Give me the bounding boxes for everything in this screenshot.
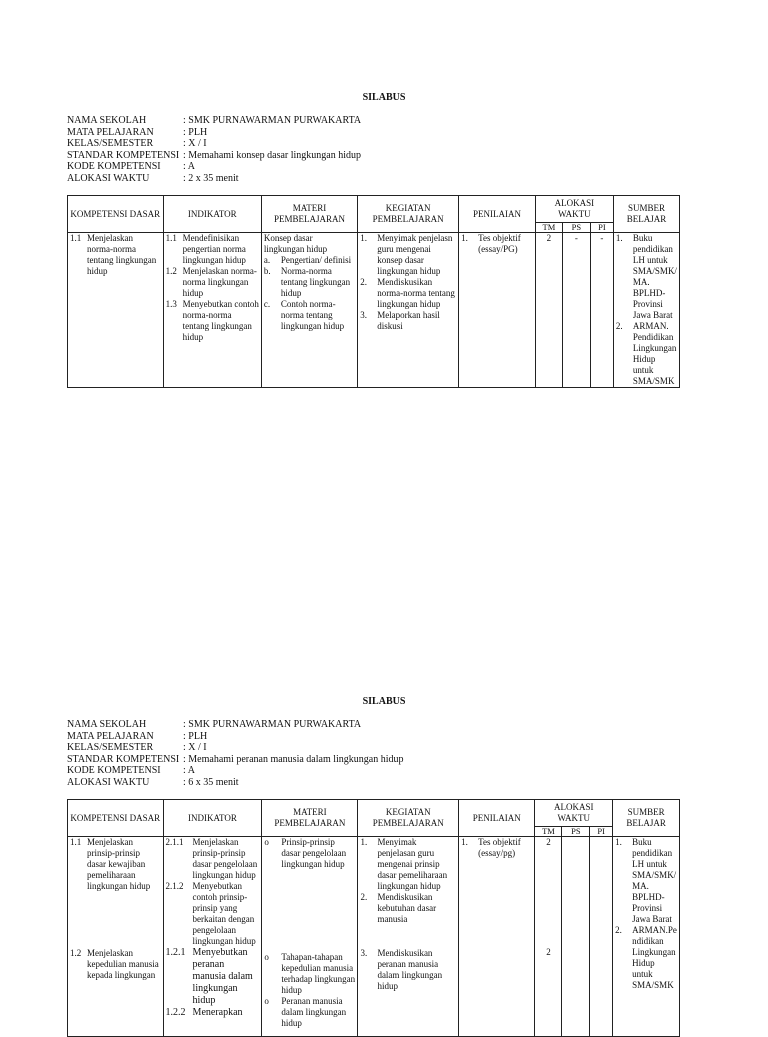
cell-pi: - xyxy=(590,233,613,388)
item-text: Menerapkan xyxy=(192,1007,243,1018)
item-text: Menjelaskan prinsip-prinsip dasar kewajiban pemeliharaan lingkungan hidup xyxy=(87,837,151,891)
cell-kegiatan xyxy=(358,837,459,1037)
item-text: Mendefinisikan pengertian norma lingkungan hidup xyxy=(182,233,246,265)
syllabus-table-2 xyxy=(67,799,680,1037)
header-materi: MATERI PEMBELAJARAN xyxy=(261,196,357,233)
meta-row xyxy=(67,731,404,743)
item-text: Menyimak penjelasan guru mengenai prinsip dasar pemeliharaan lingkungan hidup xyxy=(377,837,448,891)
meta-row xyxy=(67,754,404,766)
cell-kompetensi-dasar xyxy=(68,233,164,388)
header-alokasi-waktu: ALOKASI WAKTU xyxy=(535,800,613,827)
item-text: Menjelaskan norma-norma lingkungan hidup xyxy=(182,266,257,298)
item-text: Contoh norma-norma tentang lingkungan hidup xyxy=(280,299,345,331)
tm-value: 2 xyxy=(546,837,551,847)
header-indikator: INDIKATOR xyxy=(163,800,262,837)
meta-row xyxy=(67,765,404,777)
item-number: 1.2 xyxy=(70,948,82,958)
cell-tm: 2 xyxy=(535,233,562,388)
item-text: Melaporkan hasil diskusi xyxy=(377,310,440,331)
header-penilaian: PENILAIAN xyxy=(459,800,535,837)
meta-value: : 6 x 35 menit xyxy=(183,776,239,788)
meta-value: : X / I xyxy=(183,742,207,753)
item-bullet: o xyxy=(264,996,269,1006)
meta-row xyxy=(67,719,404,731)
meta-value: : Memahami peranan manusia dalam lingkungan hidup xyxy=(183,753,404,765)
item-number: c. xyxy=(263,299,271,309)
item-number: 1.1 xyxy=(165,233,177,243)
item-text: Menyimak penjelasn guru mengenai konsep dasar lingkungan hidup xyxy=(377,233,453,276)
cell-ps xyxy=(562,837,590,1037)
item-text: Mendiskusikan kebutuhan dasar manusia xyxy=(377,892,437,924)
cell-tm xyxy=(535,837,562,1037)
item-text: Pengertian/ definisi xyxy=(280,255,352,265)
item-text: Norma-norma tentang lingkungan hidup xyxy=(280,266,351,298)
item-number: a. xyxy=(263,255,271,265)
meta-row xyxy=(67,150,361,162)
meta-row xyxy=(67,777,404,789)
header-tm: TM xyxy=(535,223,562,233)
meta-label: STANDAR KOMPETENSI xyxy=(67,753,180,765)
item-number: 1. xyxy=(615,233,623,243)
header-materi: MATERI PEMBELAJARAN xyxy=(262,800,358,837)
meta-label: KELAS/SEMESTER xyxy=(67,742,154,753)
meta-value: : SMK PURNAWARMAN PURWAKARTA xyxy=(183,115,362,126)
item-text: Prinsip-prinsip dasar pengelolaan lingkungan hidup xyxy=(281,837,347,869)
meta-value: : Memahami konsep dasar lingkungan hidup xyxy=(183,149,362,161)
item-number: 2.1.1 xyxy=(165,837,184,847)
table-row xyxy=(68,837,680,1037)
header-pi: PI xyxy=(590,223,613,233)
item-text: Tes objektif (essay/pg) xyxy=(478,837,521,858)
header-kegiatan: KEGIATAN PEMBELAJARAN xyxy=(358,800,459,837)
cell-materi xyxy=(261,233,357,388)
item-text: Menjelaskan kepedulian manusia kepada lingkungan xyxy=(87,948,159,980)
meta-value: : SMK PURNAWARMAN PURWAKARTA xyxy=(183,719,362,730)
meta-label: NAMA SEKOLAH xyxy=(67,719,147,730)
header-indikator: INDIKATOR xyxy=(163,196,261,233)
item-number: 1.2.1 xyxy=(165,947,186,958)
item-number: 1. xyxy=(615,837,622,847)
header-penilaian: PENILAIAN xyxy=(459,196,536,233)
cell-kegiatan xyxy=(358,233,459,388)
cell-indikator xyxy=(163,837,262,1037)
header-pi: PI xyxy=(590,827,613,837)
meta-row xyxy=(67,161,361,173)
item-number: 1. xyxy=(360,233,367,243)
item-number: 2. xyxy=(615,925,622,935)
meta-row xyxy=(67,138,361,150)
header-kompetensi-dasar: KOMPETENSI DASAR xyxy=(68,800,164,837)
meta-value: : PLH xyxy=(183,126,208,138)
item-text: Tes objektif (essay/PG) xyxy=(478,233,521,254)
meta-label: KELAS/SEMESTER xyxy=(67,138,154,149)
cell-ps: - xyxy=(562,233,590,388)
meta-row xyxy=(67,173,361,185)
item-text: Menyebutkan peranan manusia dalam lingkungan hidup xyxy=(192,947,253,1006)
header-ps: PS xyxy=(562,223,590,233)
meta-value: : A xyxy=(183,161,195,172)
meta-label: KODE KOMPETENSI xyxy=(67,161,161,172)
header-kegiatan: KEGIATAN PEMBELAJARAN xyxy=(358,196,459,233)
item-number: 1. xyxy=(360,837,368,847)
meta-value: : X / I xyxy=(183,138,207,149)
page-title-2: SILABUS xyxy=(362,696,406,707)
meta-label: KODE KOMPETENSI xyxy=(67,765,161,776)
item-number: b. xyxy=(263,266,271,276)
meta-row xyxy=(67,742,404,754)
header-alokasi-waktu: ALOKASI WAKTU xyxy=(535,196,613,223)
item-text: Buku pendidikan LH untuk SMA/SMK/ MA. BPLHD-Provinsi Jawa Barat xyxy=(632,233,677,320)
table-row xyxy=(68,233,680,388)
header-ps: PS xyxy=(562,827,590,837)
item-text: ARMAN.Pe ndidikan Lingkungan Hidup untuk SMA/SMK xyxy=(632,925,677,990)
item-number: 1. xyxy=(461,233,468,243)
item-number: 2. xyxy=(360,892,368,902)
metadata-block-1 xyxy=(67,115,361,184)
meta-value: : 2 x 35 menit xyxy=(183,172,239,184)
item-number: 3. xyxy=(360,310,367,320)
meta-label: ALOKASI WAKTU xyxy=(67,776,150,788)
item-bullet: o xyxy=(264,837,269,847)
header-sumber-belajar: SUMBER BELAJAR xyxy=(613,196,679,233)
item-text: Mendiskusikan peranan manusia dalam lingkungan hidup xyxy=(377,948,443,991)
cell-materi xyxy=(262,837,358,1037)
item-bullet: o xyxy=(264,952,269,962)
meta-value: : PLH xyxy=(183,730,208,742)
item-number: 1.1 xyxy=(70,837,82,847)
item-number: 2. xyxy=(360,277,367,287)
meta-value: : A xyxy=(183,765,195,776)
item-text: Tahapan-tahapan kepedulian manusia terhadap lingkungan hidup xyxy=(281,952,356,995)
item-number: 3. xyxy=(360,948,368,958)
item-number: 2. xyxy=(615,321,623,331)
header-tm: TM xyxy=(535,827,562,837)
item-text: Mendiskusikan norma-norma tentang lingkungan hidup xyxy=(377,277,455,309)
cell-penilaian xyxy=(459,233,536,388)
cell-kompetensi-dasar xyxy=(68,837,164,1037)
item-text: Buku pendidikan LH untuk SMA/SMK/ MA. BPLHD-Provinsi Jawa Barat xyxy=(632,837,677,924)
item-text: Peranan manusia dalam lingkungan hidup xyxy=(281,996,347,1028)
metadata-block-2 xyxy=(67,719,404,788)
cell-penilaian xyxy=(459,837,535,1037)
cell-indikator xyxy=(163,233,261,388)
meta-label: MATA PELAJARAN xyxy=(67,126,154,138)
tm-value: 2 xyxy=(546,947,551,957)
meta-row xyxy=(67,115,361,127)
header-sumber-belajar: SUMBER BELAJAR xyxy=(613,800,680,837)
item-text: Menjelaskan prinsip-prinsip dasar pengelolaan lingkungan hidup xyxy=(192,837,258,880)
item-number: 1. xyxy=(461,837,468,847)
item-number: 1.1 xyxy=(70,233,82,243)
cell-pi xyxy=(590,837,613,1037)
syllabus-table-1 xyxy=(67,195,680,388)
item-number: 1.2 xyxy=(165,266,177,276)
item-text: Menjelaskan norma-norma tentang lingkungan hidup xyxy=(87,233,157,276)
item-text: ARMAN. Pendidikan Lingkungan Hidup untuk SMA/SMK xyxy=(632,321,677,386)
item-number: 1.3 xyxy=(165,299,177,309)
materi-intro: Konsep dasar lingkungan hidup xyxy=(263,233,328,254)
meta-label: NAMA SEKOLAH xyxy=(67,115,147,126)
cell-sumber-belajar xyxy=(613,233,679,388)
meta-row xyxy=(67,127,361,139)
meta-label: MATA PELAJARAN xyxy=(67,730,154,742)
item-text: Menyebutkan contoh norma-norma tentang lingkungan hidup xyxy=(182,299,259,342)
item-number: 2.1.2 xyxy=(165,881,184,891)
meta-label: ALOKASI WAKTU xyxy=(67,172,150,184)
meta-label: STANDAR KOMPETENSI xyxy=(67,149,180,161)
header-kompetensi-dasar: KOMPETENSI DASAR xyxy=(68,196,164,233)
page-title-1: SILABUS xyxy=(362,92,406,103)
item-text: Menyebutkan contoh prinsip-prinsip yang berkaitan dengan pengelolaan lingkungan hidup xyxy=(192,881,256,946)
item-number: 1.2.2 xyxy=(165,1007,186,1018)
cell-sumber-belajar xyxy=(613,837,680,1037)
